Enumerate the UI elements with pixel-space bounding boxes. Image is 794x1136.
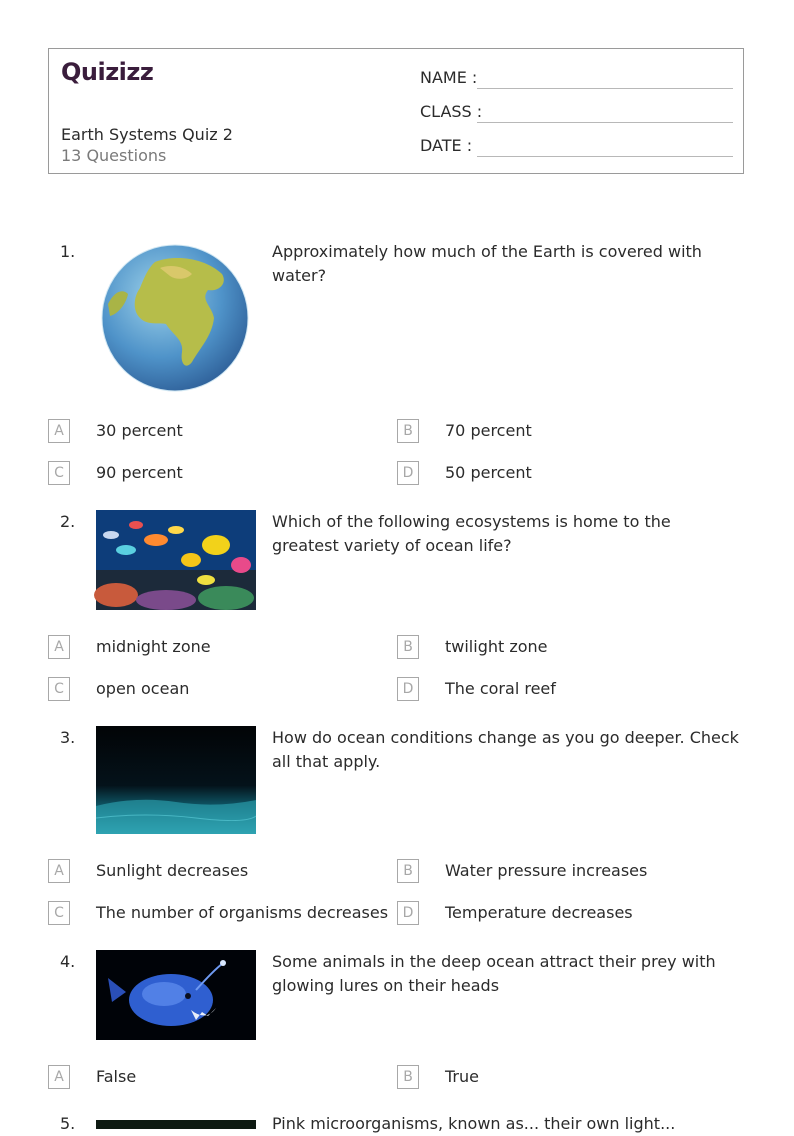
option-letter-box[interactable]: C xyxy=(48,901,70,925)
option-letter-box[interactable]: B xyxy=(397,419,419,443)
deep-ocean-floor-image xyxy=(96,726,256,834)
question-number: 4. xyxy=(60,952,76,971)
question-number: 1. xyxy=(60,242,76,261)
question-number: 2. xyxy=(60,512,76,531)
option-letter-box[interactable]: C xyxy=(48,461,70,485)
class-label: CLASS : xyxy=(420,102,483,121)
option-letter-box[interactable]: A xyxy=(48,635,70,659)
question-text: Pink microorganisms, known as... their own light... xyxy=(272,1114,676,1133)
option-text: The number of organisms decreases xyxy=(96,903,389,922)
name-field xyxy=(420,68,733,87)
option-text: False xyxy=(96,1067,137,1086)
option-letter-box[interactable]: A xyxy=(48,1065,70,1089)
date-line[interactable] xyxy=(477,156,733,157)
question-5-image xyxy=(96,1114,256,1123)
name-label: NAME : xyxy=(420,68,478,87)
option-letter-box[interactable]: A xyxy=(48,419,70,443)
option-text: 50 percent xyxy=(445,463,532,482)
date-field xyxy=(420,136,733,155)
class-field xyxy=(420,102,733,121)
question-text: Some animals in the deep ocean attract their prey with glowing lures on their heads xyxy=(272,952,716,995)
quiz-title: Earth Systems Quiz 2 xyxy=(61,125,233,144)
option-text: Water pressure increases xyxy=(445,861,648,880)
option-text: Sunlight decreases xyxy=(96,861,249,880)
option-text: Temperature decreases xyxy=(445,903,633,922)
quizizz-logo: Quizizz xyxy=(61,58,154,86)
option-letter-box[interactable]: D xyxy=(397,677,419,701)
option-text: The coral reef xyxy=(445,679,556,698)
question-text: How do ocean conditions change as you go deeper. Check all that apply. xyxy=(272,728,739,771)
option-text: twilight zone xyxy=(445,637,548,656)
option-text: 30 percent xyxy=(96,421,183,440)
option-text: midnight zone xyxy=(96,637,211,656)
coral-reef-fish-image xyxy=(96,510,256,610)
worksheet-header xyxy=(48,48,744,174)
name-line[interactable] xyxy=(477,88,733,89)
question-number: 3. xyxy=(60,728,76,747)
option-letter-box[interactable]: B xyxy=(397,859,419,883)
option-text: open ocean xyxy=(96,679,190,698)
anglerfish-image xyxy=(96,950,256,1040)
option-letter-box[interactable]: A xyxy=(48,859,70,883)
option-text: 70 percent xyxy=(445,421,532,440)
option-text: True xyxy=(445,1067,479,1086)
option-letter-box[interactable]: C xyxy=(48,677,70,701)
option-letter-box[interactable]: B xyxy=(397,1065,419,1089)
option-text: 90 percent xyxy=(96,463,183,482)
class-line[interactable] xyxy=(477,122,733,123)
question-text: Which of the following ecosystems is home to the greatest variety of ocean life? xyxy=(272,512,671,555)
question-count: 13 Questions xyxy=(61,146,167,165)
question-text: Approximately how much of the Earth is covered with water? xyxy=(272,242,702,285)
question-number: 5. xyxy=(60,1114,76,1133)
earth-globe-image xyxy=(100,244,250,392)
date-label: DATE : xyxy=(420,136,473,155)
option-letter-box[interactable]: D xyxy=(397,461,419,485)
option-letter-box[interactable]: B xyxy=(397,635,419,659)
option-letter-box[interactable]: D xyxy=(397,901,419,925)
